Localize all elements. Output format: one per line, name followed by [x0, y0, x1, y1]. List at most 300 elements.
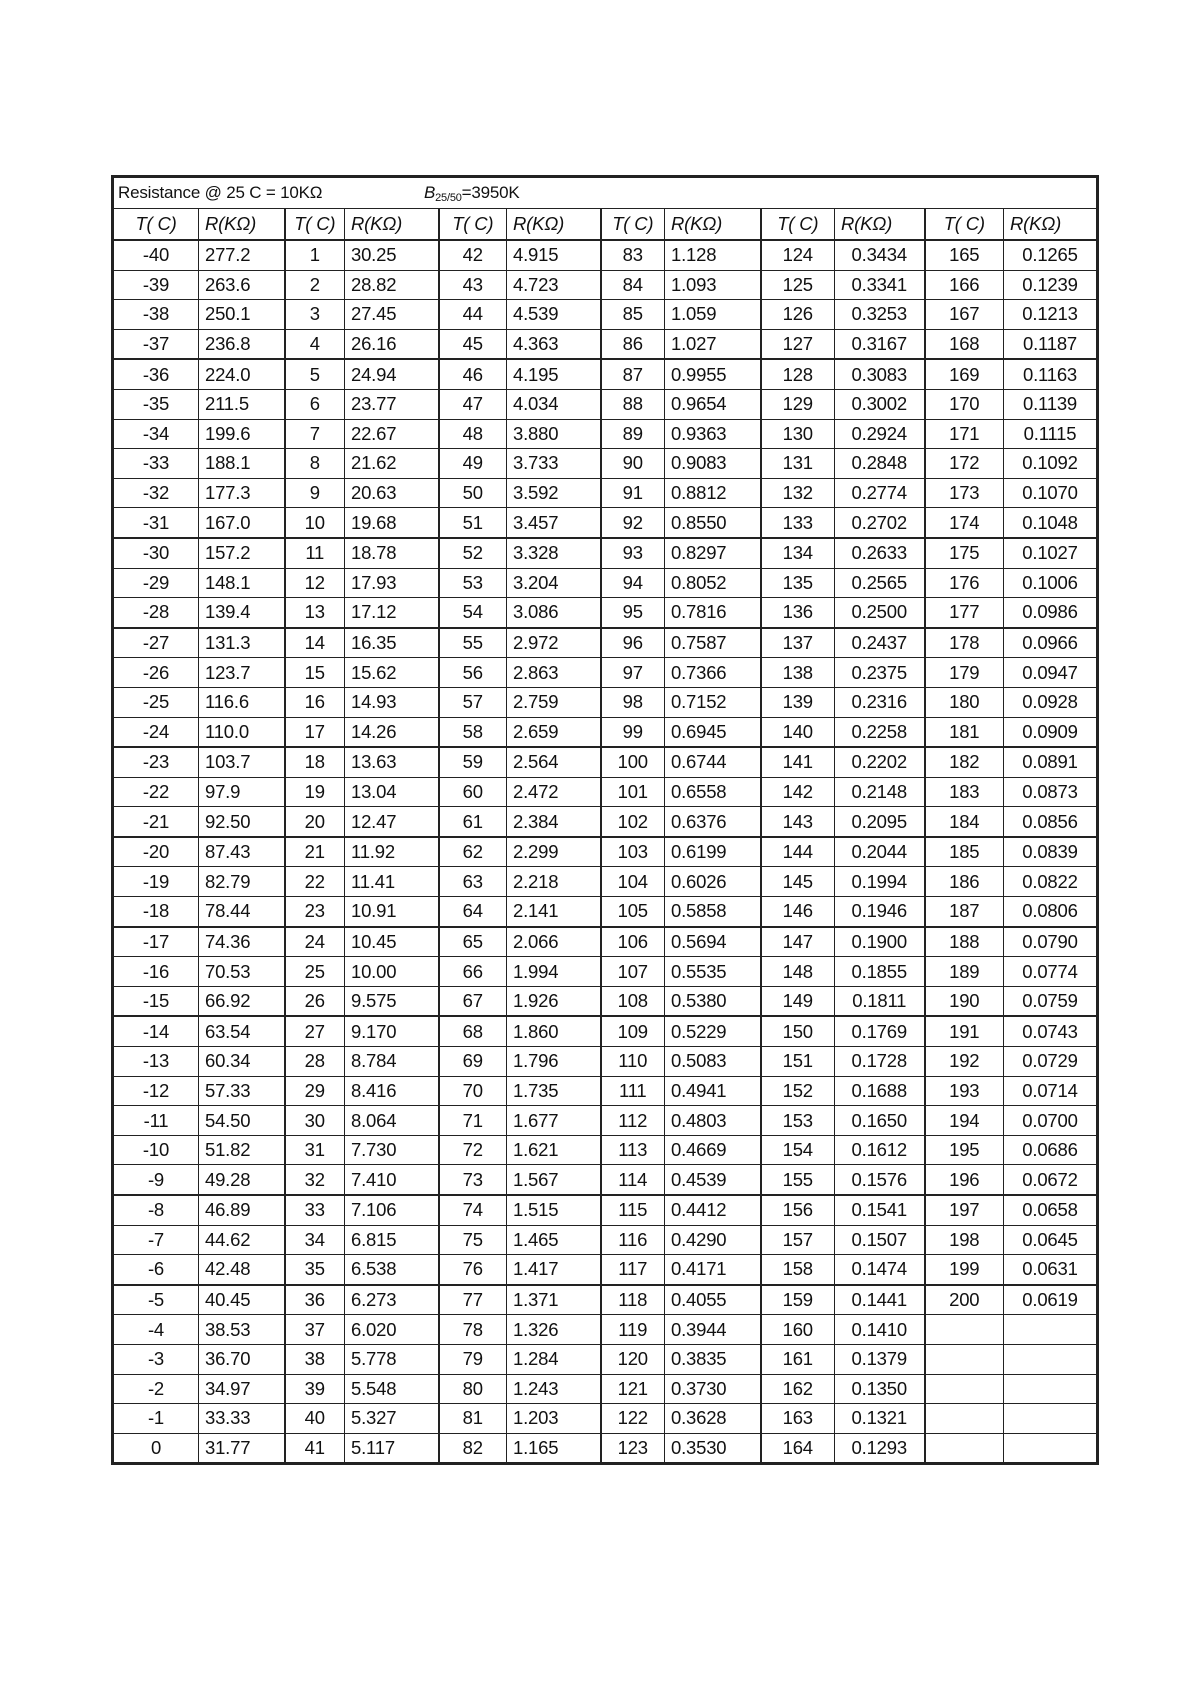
temperature-cell: 177 — [925, 598, 1004, 628]
column-header-resistance: R(KΩ) — [199, 209, 285, 241]
temperature-cell: 55 — [439, 628, 507, 658]
table-row — [113, 1106, 1098, 1136]
resistance-cell: 0.9083 — [665, 449, 761, 479]
resistance-cell: 0.5858 — [665, 897, 761, 927]
table-body — [113, 240, 1098, 1464]
temperature-cell: -6 — [113, 1255, 199, 1285]
resistance-cell: 10.00 — [345, 957, 439, 987]
resistance-cell: 0.0986 — [1004, 598, 1098, 628]
resistance-cell: 0.3434 — [835, 240, 925, 270]
column-header-temperature: T( C) — [439, 209, 507, 241]
temperature-cell: 6 — [285, 389, 345, 419]
resistance-cell: 28.82 — [345, 270, 439, 300]
temperature-cell: 27 — [285, 1016, 345, 1046]
resistance-cell: 42.48 — [199, 1255, 285, 1285]
temperature-cell: 79 — [439, 1344, 507, 1374]
temperature-cell: -13 — [113, 1047, 199, 1077]
temperature-cell: 85 — [601, 300, 665, 330]
table-row — [113, 957, 1098, 987]
resistance-cell: 14.26 — [345, 717, 439, 747]
resistance-cell: 1.515 — [507, 1195, 601, 1225]
temperature-cell: 20 — [285, 807, 345, 837]
temperature-cell: 4 — [285, 329, 345, 359]
resistance-cell: 0.1048 — [1004, 508, 1098, 538]
temperature-cell: -2 — [113, 1374, 199, 1404]
temperature-cell: 19 — [285, 777, 345, 807]
resistance-cell: 31.77 — [199, 1433, 285, 1464]
temperature-cell: 32 — [285, 1165, 345, 1195]
resistance-cell: 0.2500 — [835, 598, 925, 628]
temperature-cell: 24 — [285, 927, 345, 957]
resistance-cell: 0.2633 — [835, 538, 925, 568]
temperature-cell: 68 — [439, 1016, 507, 1046]
table-row — [113, 1195, 1098, 1225]
temperature-cell: 22 — [285, 867, 345, 897]
temperature-cell: 38 — [285, 1344, 345, 1374]
resistance-cell: 8.784 — [345, 1047, 439, 1077]
resistance-cell: 0.0729 — [1004, 1047, 1098, 1077]
resistance-cell: 0.3167 — [835, 329, 925, 359]
temperature-cell: 164 — [761, 1433, 835, 1464]
resistance-cell: 1.326 — [507, 1315, 601, 1345]
resistance-cell: 0.6376 — [665, 807, 761, 837]
resistance-cell: 103.7 — [199, 747, 285, 777]
temperature-cell: 5 — [285, 359, 345, 389]
resistance-cell: 24.94 — [345, 359, 439, 389]
temperature-cell: 16 — [285, 687, 345, 717]
temperature-cell: 175 — [925, 538, 1004, 568]
temperature-cell: 14 — [285, 628, 345, 658]
temperature-cell: 100 — [601, 747, 665, 777]
resistance-cell: 3.457 — [507, 508, 601, 538]
resistance-cell — [1004, 1374, 1098, 1404]
temperature-cell: 8 — [285, 449, 345, 479]
temperature-cell: -18 — [113, 897, 199, 927]
temperature-cell: 91 — [601, 478, 665, 508]
resistance-cell: 2.472 — [507, 777, 601, 807]
temperature-cell: -35 — [113, 389, 199, 419]
temperature-cell: 136 — [761, 598, 835, 628]
resistance-cell: 0.1507 — [835, 1225, 925, 1255]
resistance-cell: 0.8052 — [665, 568, 761, 598]
resistance-cell: 92.50 — [199, 807, 285, 837]
resistance-cell: 0.0891 — [1004, 747, 1098, 777]
temperature-cell: 127 — [761, 329, 835, 359]
resistance-cell: 44.62 — [199, 1225, 285, 1255]
temperature-cell: 180 — [925, 687, 1004, 717]
resistance-cell: 9.170 — [345, 1016, 439, 1046]
temperature-cell: 28 — [285, 1047, 345, 1077]
resistance-cell: 2.972 — [507, 628, 601, 658]
temperature-cell: -40 — [113, 240, 199, 270]
resistance-cell: 10.91 — [345, 897, 439, 927]
resistance-cell: 0.1541 — [835, 1195, 925, 1225]
resistance-cell: 26.16 — [345, 329, 439, 359]
temperature-cell: -1 — [113, 1404, 199, 1434]
temperature-cell: 104 — [601, 867, 665, 897]
resistance-cell: 2.218 — [507, 867, 601, 897]
resistance-cell: 157.2 — [199, 538, 285, 568]
temperature-cell: 183 — [925, 777, 1004, 807]
resistance-cell: 13.63 — [345, 747, 439, 777]
temperature-cell: 94 — [601, 568, 665, 598]
temperature-cell: 126 — [761, 300, 835, 330]
temperature-cell: 2 — [285, 270, 345, 300]
temperature-cell: -3 — [113, 1344, 199, 1374]
temperature-cell: -25 — [113, 687, 199, 717]
table-row — [113, 1433, 1098, 1464]
temperature-cell: 33 — [285, 1195, 345, 1225]
resistance-cell: 0.1293 — [835, 1433, 925, 1464]
temperature-cell: -31 — [113, 508, 199, 538]
table-row — [113, 777, 1098, 807]
temperature-cell: 152 — [761, 1076, 835, 1106]
temperature-cell: 111 — [601, 1076, 665, 1106]
resistance-cell: 0.2095 — [835, 807, 925, 837]
temperature-cell: 92 — [601, 508, 665, 538]
temperature-cell: 185 — [925, 837, 1004, 867]
resistance-cell: 2.299 — [507, 837, 601, 867]
temperature-cell: 167 — [925, 300, 1004, 330]
resistance-cell: 6.020 — [345, 1315, 439, 1345]
temperature-cell: -37 — [113, 329, 199, 359]
temperature-cell: 170 — [925, 389, 1004, 419]
temperature-cell: -5 — [113, 1285, 199, 1315]
temperature-cell: 198 — [925, 1225, 1004, 1255]
resistance-cell: 49.28 — [199, 1165, 285, 1195]
temperature-cell: -21 — [113, 807, 199, 837]
resistance-cell: 0.0714 — [1004, 1076, 1098, 1106]
resistance-cell: 0.0966 — [1004, 628, 1098, 658]
temperature-cell: -7 — [113, 1225, 199, 1255]
table-row — [113, 747, 1098, 777]
resistance-cell: 46.89 — [199, 1195, 285, 1225]
resistance-cell: 3.733 — [507, 449, 601, 479]
resistance-cell: 0.0743 — [1004, 1016, 1098, 1046]
resistance-cell: 123.7 — [199, 658, 285, 688]
resistance-cell: 0.0790 — [1004, 927, 1098, 957]
resistance-cell — [1004, 1315, 1098, 1345]
resistance-cell: 87.43 — [199, 837, 285, 867]
resistance-cell: 0.4941 — [665, 1076, 761, 1106]
temperature-cell: 112 — [601, 1106, 665, 1136]
temperature-cell: 125 — [761, 270, 835, 300]
resistance-cell: 0.1027 — [1004, 538, 1098, 568]
resistance-cell: 0.0856 — [1004, 807, 1098, 837]
resistance-cell: 0.1855 — [835, 957, 925, 987]
resistance-cell: 0.1070 — [1004, 478, 1098, 508]
temperature-cell: 130 — [761, 419, 835, 449]
temperature-cell: 0 — [113, 1433, 199, 1464]
resistance-cell: 236.8 — [199, 329, 285, 359]
table-row — [113, 1285, 1098, 1315]
resistance-cell: 1.284 — [507, 1344, 601, 1374]
resistance-cell: 4.034 — [507, 389, 601, 419]
b-constant-label — [424, 183, 520, 208]
table-row — [113, 837, 1098, 867]
resistance-cell: 2.659 — [507, 717, 601, 747]
resistance-cell: 54.50 — [199, 1106, 285, 1136]
resistance-cell: 0.1265 — [1004, 240, 1098, 270]
resistance-cell: 0.9654 — [665, 389, 761, 419]
resistance-cell: 19.68 — [345, 508, 439, 538]
resistance-cell: 0.1994 — [835, 867, 925, 897]
temperature-cell: 31 — [285, 1135, 345, 1165]
table-row — [113, 1135, 1098, 1165]
resistance-cell: 1.203 — [507, 1404, 601, 1434]
resistance-cell: 5.778 — [345, 1344, 439, 1374]
temperature-cell: 110 — [601, 1047, 665, 1077]
temperature-cell: -9 — [113, 1165, 199, 1195]
resistance-cell: 0.3835 — [665, 1344, 761, 1374]
resistance-cell: 6.273 — [345, 1285, 439, 1315]
resistance-cell: 1.093 — [665, 270, 761, 300]
temperature-cell: 122 — [601, 1404, 665, 1434]
resistance-cell: 4.539 — [507, 300, 601, 330]
resistance-cell: 11.41 — [345, 867, 439, 897]
column-header-temperature: T( C) — [601, 209, 665, 241]
temperature-cell: 123 — [601, 1433, 665, 1464]
resistance-cell: 0.4171 — [665, 1255, 761, 1285]
temperature-cell: 15 — [285, 658, 345, 688]
resistance-cell: 0.2774 — [835, 478, 925, 508]
resistance-cell: 33.33 — [199, 1404, 285, 1434]
resistance-cell: 17.12 — [345, 598, 439, 628]
temperature-cell: -33 — [113, 449, 199, 479]
temperature-cell: 101 — [601, 777, 665, 807]
resistance-cell: 1.926 — [507, 986, 601, 1016]
resistance-cell: 0.1115 — [1004, 419, 1098, 449]
temperature-cell: 102 — [601, 807, 665, 837]
resistance-cell: 0.2316 — [835, 687, 925, 717]
resistance-cell: 36.70 — [199, 1344, 285, 1374]
temperature-cell: -36 — [113, 359, 199, 389]
resistance-cell: 0.6945 — [665, 717, 761, 747]
temperature-cell: 76 — [439, 1255, 507, 1285]
resistance-cell: 74.36 — [199, 927, 285, 957]
resistance-cell: 0.6744 — [665, 747, 761, 777]
resistance-cell: 0.6558 — [665, 777, 761, 807]
table-row — [113, 568, 1098, 598]
temperature-cell: 137 — [761, 628, 835, 658]
temperature-cell: 90 — [601, 449, 665, 479]
temperature-cell: 121 — [601, 1374, 665, 1404]
resistance-cell: 2.759 — [507, 687, 601, 717]
temperature-cell: 69 — [439, 1047, 507, 1077]
temperature-cell: 193 — [925, 1076, 1004, 1106]
temperature-cell: -8 — [113, 1195, 199, 1225]
temperature-cell: 25 — [285, 957, 345, 987]
table-row — [113, 628, 1098, 658]
resistance-cell: 0.1576 — [835, 1165, 925, 1195]
temperature-cell: -22 — [113, 777, 199, 807]
temperature-cell: 83 — [601, 240, 665, 270]
temperature-cell: 151 — [761, 1047, 835, 1077]
temperature-cell: 3 — [285, 300, 345, 330]
resistance-cell: 0.2437 — [835, 628, 925, 658]
temperature-cell: -39 — [113, 270, 199, 300]
resistance-cell: 0.6199 — [665, 837, 761, 867]
table-row — [113, 986, 1098, 1016]
b-value: =3950K — [461, 183, 520, 202]
temperature-cell: 39 — [285, 1374, 345, 1404]
temperature-cell: 35 — [285, 1255, 345, 1285]
resistance-cell: 8.064 — [345, 1106, 439, 1136]
temperature-cell: 120 — [601, 1344, 665, 1374]
resistance-cell: 0.4669 — [665, 1135, 761, 1165]
resistance-cell: 5.117 — [345, 1433, 439, 1464]
resistance-cell: 7.730 — [345, 1135, 439, 1165]
temperature-cell: -38 — [113, 300, 199, 330]
temperature-cell: -16 — [113, 957, 199, 987]
temperature-cell: 168 — [925, 329, 1004, 359]
temperature-cell — [925, 1344, 1004, 1374]
temperature-cell: 184 — [925, 807, 1004, 837]
temperature-cell: 41 — [285, 1433, 345, 1464]
temperature-cell: 96 — [601, 628, 665, 658]
temperature-cell: 88 — [601, 389, 665, 419]
resistance-cell: 1.796 — [507, 1047, 601, 1077]
temperature-cell: 17 — [285, 717, 345, 747]
resistance-cell: 177.3 — [199, 478, 285, 508]
resistance-cell: 0.7152 — [665, 687, 761, 717]
temperature-cell: -24 — [113, 717, 199, 747]
temperature-cell: 26 — [285, 986, 345, 1016]
temperature-cell: 46 — [439, 359, 507, 389]
temperature-cell: 67 — [439, 986, 507, 1016]
temperature-cell: 192 — [925, 1047, 1004, 1077]
resistance-cell: 0.0658 — [1004, 1195, 1098, 1225]
temperature-cell: 148 — [761, 957, 835, 987]
temperature-cell: 194 — [925, 1106, 1004, 1136]
temperature-cell: 72 — [439, 1135, 507, 1165]
resistance-cell: 3.880 — [507, 419, 601, 449]
resistance-spec-label: Resistance @ 25 C = 10KΩ — [118, 183, 323, 202]
resistance-cell: 131.3 — [199, 628, 285, 658]
resistance-cell: 0.0774 — [1004, 957, 1098, 987]
temperature-cell: 134 — [761, 538, 835, 568]
temperature-cell: 40 — [285, 1404, 345, 1434]
temperature-cell: -29 — [113, 568, 199, 598]
resistance-cell: 116.6 — [199, 687, 285, 717]
resistance-cell: 0.0631 — [1004, 1255, 1098, 1285]
temperature-cell: 171 — [925, 419, 1004, 449]
resistance-cell: 0.1688 — [835, 1076, 925, 1106]
table-row — [113, 897, 1098, 927]
temperature-cell: 34 — [285, 1225, 345, 1255]
table-row — [113, 717, 1098, 747]
temperature-cell: 37 — [285, 1315, 345, 1345]
resistance-cell: 0.4055 — [665, 1285, 761, 1315]
temperature-cell: 189 — [925, 957, 1004, 987]
resistance-cell: 0.1321 — [835, 1404, 925, 1434]
temperature-cell: 44 — [439, 300, 507, 330]
resistance-cell: 0.0686 — [1004, 1135, 1098, 1165]
resistance-cell: 0.0909 — [1004, 717, 1098, 747]
resistance-cell: 211.5 — [199, 389, 285, 419]
resistance-cell: 0.0759 — [1004, 986, 1098, 1016]
column-header-temperature: T( C) — [925, 209, 1004, 241]
resistance-cell: 2.384 — [507, 807, 601, 837]
temperature-cell: 149 — [761, 986, 835, 1016]
temperature-cell — [925, 1404, 1004, 1434]
temperature-cell: 176 — [925, 568, 1004, 598]
temperature-cell: -10 — [113, 1135, 199, 1165]
temperature-cell: 47 — [439, 389, 507, 419]
resistance-cell: 0.5380 — [665, 986, 761, 1016]
temperature-cell — [925, 1433, 1004, 1464]
temperature-cell: 7 — [285, 419, 345, 449]
resistance-cell — [1004, 1433, 1098, 1464]
table-row — [113, 867, 1098, 897]
resistance-cell: 0.9955 — [665, 359, 761, 389]
table-row — [113, 329, 1098, 359]
resistance-cell: 277.2 — [199, 240, 285, 270]
resistance-cell: 0.5535 — [665, 957, 761, 987]
temperature-cell: 64 — [439, 897, 507, 927]
temperature-cell: 80 — [439, 1374, 507, 1404]
temperature-cell: 165 — [925, 240, 1004, 270]
table-row — [113, 1016, 1098, 1046]
temperature-cell: 23 — [285, 897, 345, 927]
temperature-cell: 12 — [285, 568, 345, 598]
temperature-cell: 84 — [601, 270, 665, 300]
resistance-cell: 0.3628 — [665, 1404, 761, 1434]
resistance-cell: 0.1728 — [835, 1047, 925, 1077]
table-row — [113, 300, 1098, 330]
temperature-cell: 87 — [601, 359, 665, 389]
temperature-cell: 199 — [925, 1255, 1004, 1285]
resistance-cell: 0.0928 — [1004, 687, 1098, 717]
temperature-cell: 154 — [761, 1135, 835, 1165]
temperature-cell: -28 — [113, 598, 199, 628]
column-header-resistance: R(KΩ) — [507, 209, 601, 241]
temperature-cell: 133 — [761, 508, 835, 538]
table-row — [113, 270, 1098, 300]
resistance-cell: 60.34 — [199, 1047, 285, 1077]
table-row — [113, 1255, 1098, 1285]
temperature-cell: -20 — [113, 837, 199, 867]
table-row — [113, 538, 1098, 568]
resistance-cell: 0.1379 — [835, 1344, 925, 1374]
temperature-cell: 172 — [925, 449, 1004, 479]
temperature-cell: 118 — [601, 1285, 665, 1315]
temperature-cell: 132 — [761, 478, 835, 508]
temperature-cell: -11 — [113, 1106, 199, 1136]
temperature-cell: 62 — [439, 837, 507, 867]
temperature-cell: 48 — [439, 419, 507, 449]
resistance-cell: 27.45 — [345, 300, 439, 330]
temperature-cell: 45 — [439, 329, 507, 359]
temperature-cell: 63 — [439, 867, 507, 897]
resistance-cell: 0.1474 — [835, 1255, 925, 1285]
temperature-cell: -19 — [113, 867, 199, 897]
temperature-cell — [925, 1374, 1004, 1404]
resistance-cell: 148.1 — [199, 568, 285, 598]
temperature-cell: 36 — [285, 1285, 345, 1315]
temperature-cell: -15 — [113, 986, 199, 1016]
resistance-cell: 0.2148 — [835, 777, 925, 807]
temperature-cell: 182 — [925, 747, 1004, 777]
temperature-cell: 162 — [761, 1374, 835, 1404]
temperature-cell: 187 — [925, 897, 1004, 927]
column-header-resistance: R(KΩ) — [665, 209, 761, 241]
temperature-cell: 117 — [601, 1255, 665, 1285]
resistance-cell: 0.1900 — [835, 927, 925, 957]
temperature-cell: 65 — [439, 927, 507, 957]
temperature-cell: 74 — [439, 1195, 507, 1225]
temperature-cell: 163 — [761, 1404, 835, 1434]
